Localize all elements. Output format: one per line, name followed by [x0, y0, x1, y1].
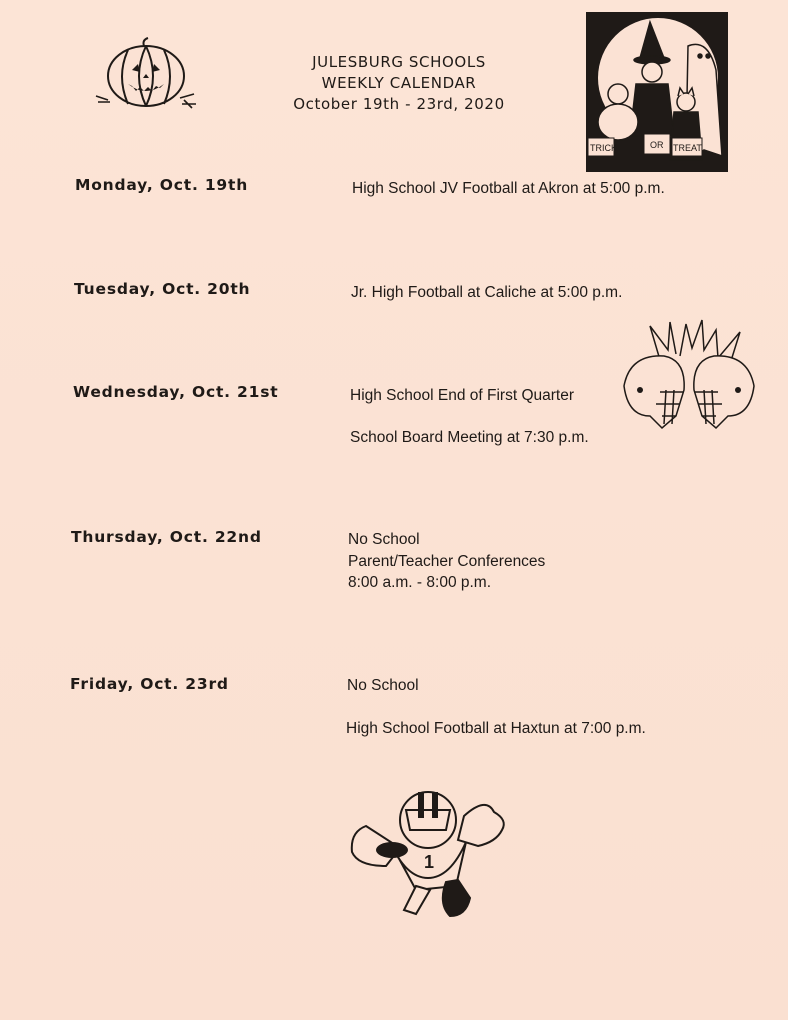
school-name: JULESBURG SCHOOLS [312, 53, 486, 71]
event-friday-1: No School [347, 677, 419, 694]
event-monday-1: High School JV Football at Akron at 5:00 p.m. [352, 180, 665, 197]
football-player-image [346, 786, 510, 920]
or-sign-text: OR [650, 140, 664, 150]
day-monday: Monday, Oct. 19th [75, 176, 249, 194]
trick-sign-text: TRICK [590, 143, 617, 153]
event-thursday-1: No School [348, 531, 420, 548]
day-friday: Friday, Oct. 23rd [70, 675, 229, 693]
week-date-range: October 19th - 23rd, 2020 [293, 95, 505, 113]
day-tuesday: Tuesday, Oct. 20th [74, 280, 251, 298]
event-thursday-2: Parent/Teacher Conferences [348, 553, 546, 570]
day-wednesday: Wednesday, Oct. 21st [73, 383, 279, 401]
trick-or-treat-kids-image [584, 10, 732, 174]
jersey-number: 1 [424, 852, 435, 872]
treat-sign-text: TREAT [673, 143, 702, 153]
event-thursday-3: 8:00 a.m. - 8:00 p.m. [348, 574, 492, 591]
day-thursday: Thursday, Oct. 22nd [71, 528, 262, 546]
calendar-title: WEEKLY CALENDAR [321, 74, 477, 92]
football-helmets-image [620, 320, 758, 434]
event-friday-2: High School Football at Haxtun at 7:00 p.m. [346, 720, 646, 737]
event-wednesday-2: School Board Meeting at 7:30 p.m. [350, 429, 589, 446]
event-tuesday-1: Jr. High Football at Caliche at 5:00 p.m. [351, 284, 623, 301]
event-wednesday-1: High School End of First Quarter [350, 387, 574, 404]
scan-edge-bottom [0, 1020, 791, 1024]
pumpkin-icon [94, 36, 198, 112]
calendar-header [270, 52, 528, 115]
